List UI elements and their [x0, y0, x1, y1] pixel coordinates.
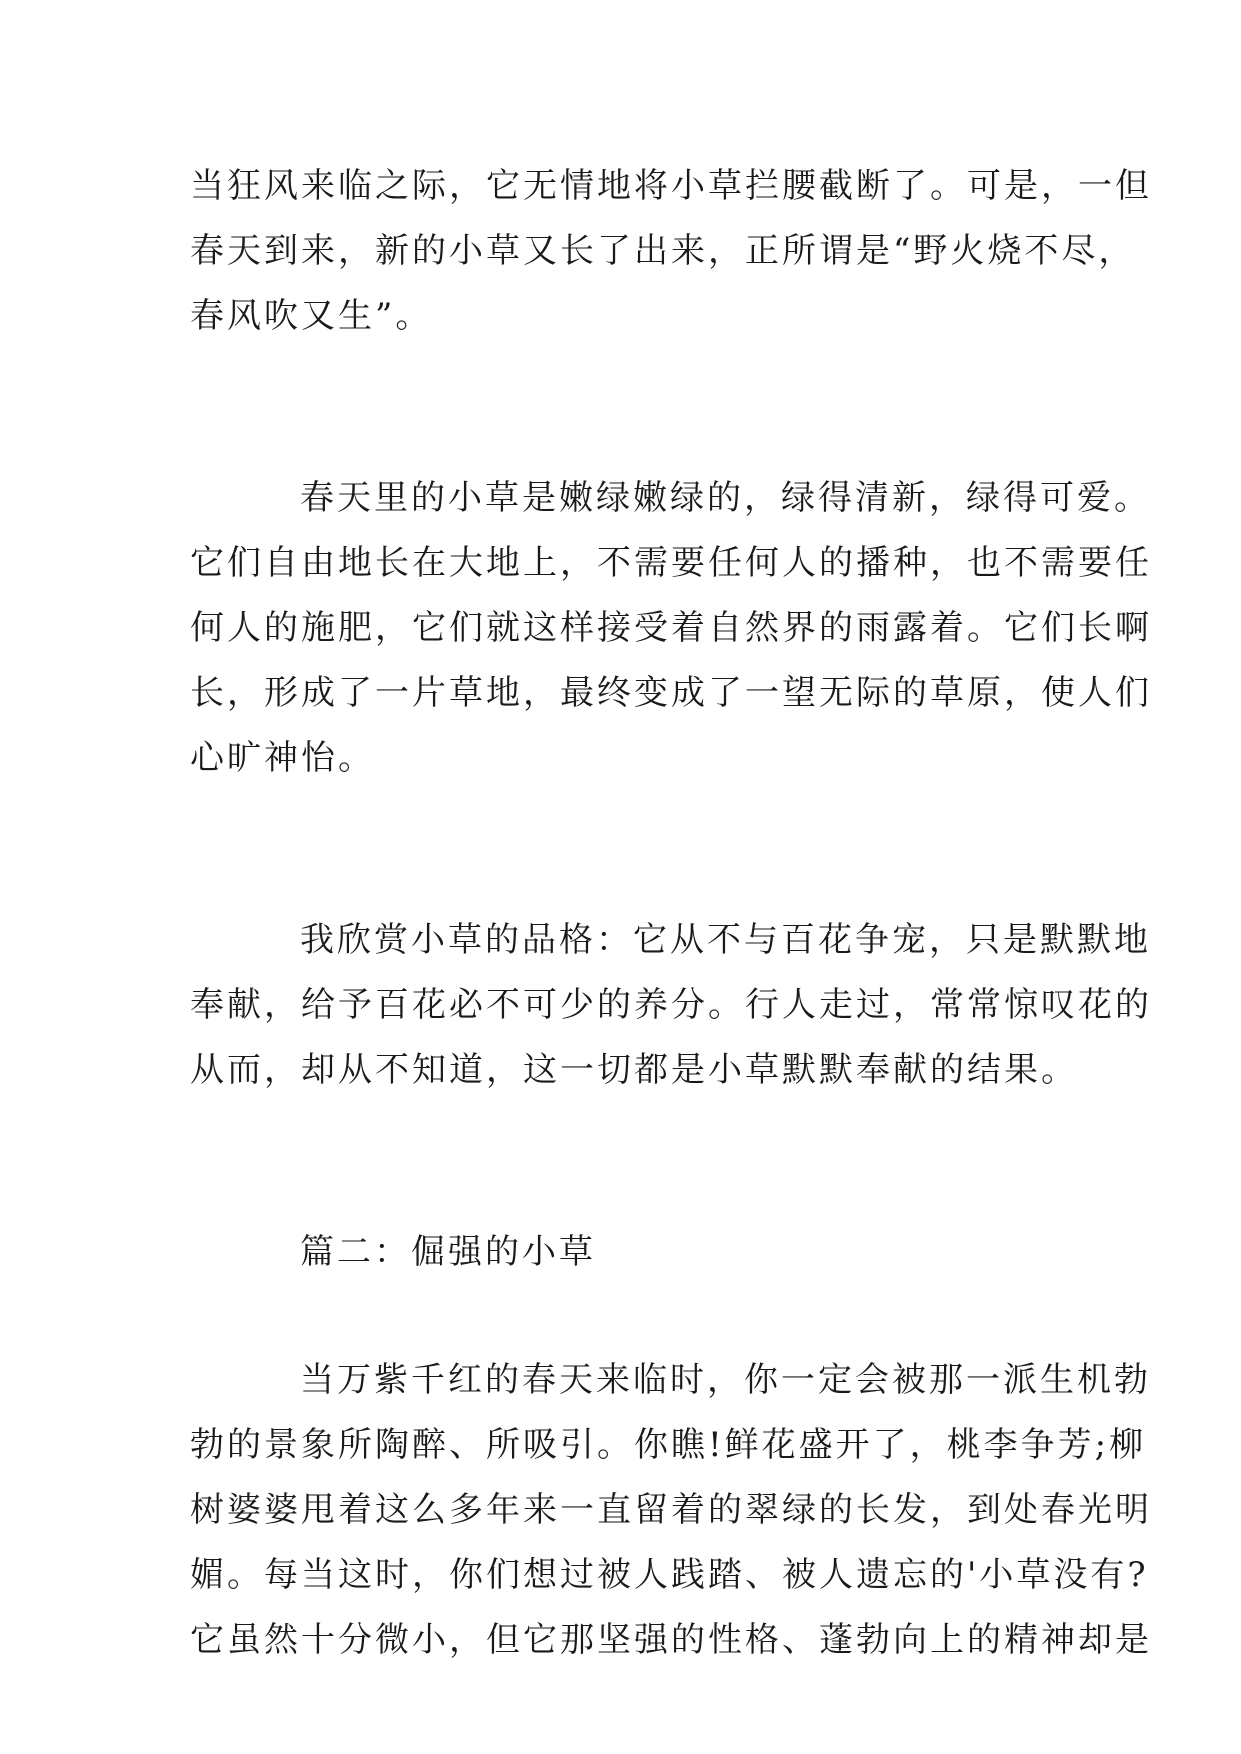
- paragraph-line: 奉献，给予百花必不可少的养分。行人走过，常常惊叹花的: [190, 985, 1152, 1025]
- paragraph-line: 当狂风来临之际，它无情地将小草拦腰截断了。可是，一但: [190, 166, 1152, 206]
- paragraph-line: 春天到来，新的小草又长了出来，正所谓是“野火烧不尽，: [190, 231, 1136, 271]
- paragraph-line: 我欣赏小草的品格：它从不与百花争宠，只是默默地: [300, 920, 1151, 960]
- paragraph-line: 媚。每当这时，你们想过被人践踏、被人遗忘的'小草没有?: [190, 1555, 1149, 1595]
- paragraph-line: 树婆婆甩着这么多年来一直留着的翠绿的长发，到处春光明: [190, 1490, 1152, 1530]
- paragraph-line: 它虽然十分微小，但它那坚强的性格、蓬勃向上的精神却是: [190, 1620, 1152, 1660]
- paragraph-line: 当万紫千红的春天来临时，你一定会被那一派生机勃: [300, 1360, 1151, 1400]
- paragraph-line: 春风吹又生”。: [190, 296, 433, 336]
- paragraph-line: 心旷神怡。: [190, 738, 375, 778]
- paragraph-line: 勃的景象所陶醉、所吸引。你瞧!鲜花盛开了，桃李争芳;柳: [190, 1425, 1147, 1465]
- paragraph-line: 春天里的小草是嫩绿嫩绿的，绿得清新，绿得可爱。: [300, 478, 1151, 518]
- section-heading: 篇二：倔强的小草: [300, 1232, 596, 1272]
- paragraph-line: 它们自由地长在大地上，不需要任何人的播种，也不需要任: [190, 543, 1152, 583]
- paragraph-line: 从而，却从不知道，这一切都是小草默默奉献的结果。: [190, 1050, 1078, 1090]
- paragraph-line: 何人的施肥，它们就这样接受着自然界的雨露着。它们长啊: [190, 608, 1152, 648]
- paragraph-line: 长，形成了一片草地，最终变成了一望无际的草原，使人们: [190, 673, 1152, 713]
